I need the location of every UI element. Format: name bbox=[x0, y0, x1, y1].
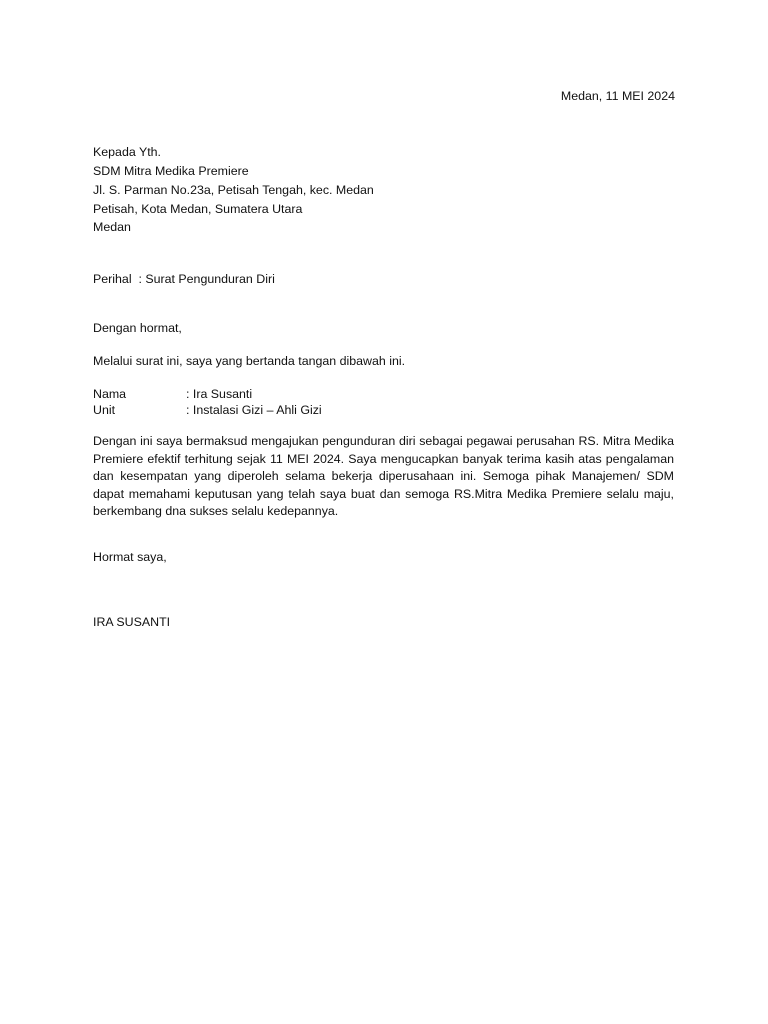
letter-greeting: Dengan hormat, bbox=[93, 321, 182, 335]
recipient-city: Medan bbox=[93, 220, 131, 234]
letter-intro: Melalui surat ini, saya yang bertanda tangan dibawah ini. bbox=[93, 354, 406, 368]
recipient-salutation: Kepada Yth. bbox=[93, 145, 161, 159]
field-value-nama: : Ira Susanti bbox=[186, 387, 253, 401]
letter-subject: Perihal : Surat Pengunduran Diri bbox=[93, 272, 275, 286]
recipient-address-line-1: Jl. S. Parman No.23a, Petisah Tengah, kec. Medan bbox=[93, 183, 374, 197]
letter-date: Medan, 11 MEI 2024 bbox=[560, 89, 675, 103]
recipient-address-line-2: Petisah, Kota Medan, Sumatera Utara bbox=[93, 202, 303, 216]
field-label-unit: Unit bbox=[93, 403, 116, 417]
field-value-unit: : Instalasi Gizi – Ahli Gizi bbox=[186, 403, 322, 417]
field-label-nama: Nama bbox=[93, 387, 127, 401]
signature-name: IRA SUSANTI bbox=[93, 615, 171, 629]
letter-body-paragraph: Dengan ini saya bermaksud mengajukan pengunduran diri sebagai pegawai perusahan RS. Mitra Medika Premiere efektif terhitung sejak 11 MEI 2024. Saya mengucapkan banyak terima kasih atas pengalaman dan kesempatan yang diperoleh selama bekerja diperusahaan ini. Semoga pihak Manajemen/ SDM dapat memahami keputusan yang telah saya buat dan semoga RS.Mitra Medika Premiere selalu maju, berkembang dna sukses selalu kedepannya. bbox=[93, 434, 674, 518]
recipient-organization: SDM Mitra Medika Premiere bbox=[93, 164, 249, 178]
letter-closing: Hormat saya, bbox=[93, 550, 167, 564]
